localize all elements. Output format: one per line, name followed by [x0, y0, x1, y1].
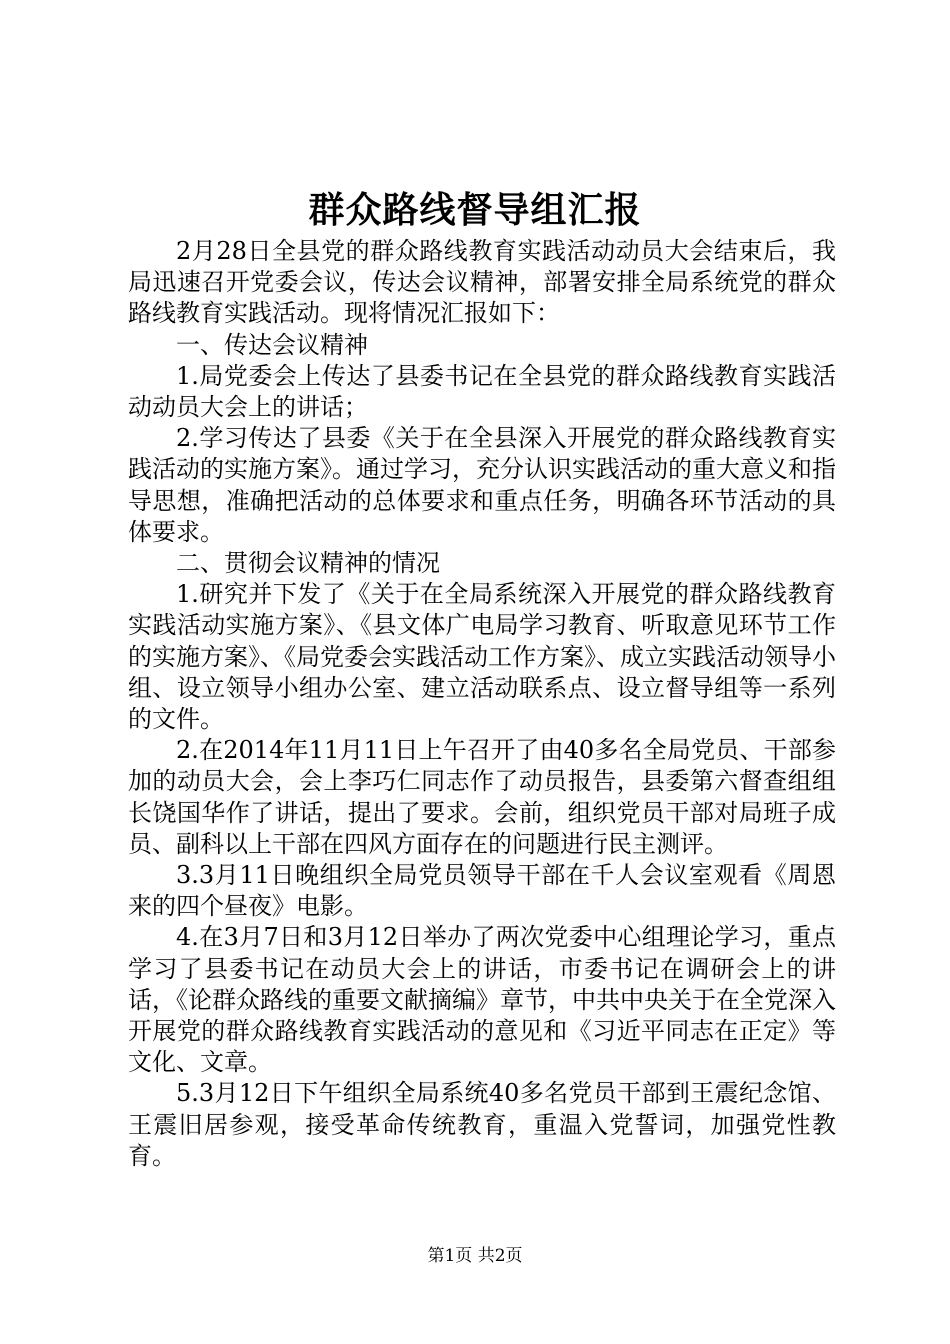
section-2-item-3: 3.3月11日晚组织全局党员领导干部在千人会议室观看《周恩来的四个昼夜》电影。 [128, 861, 836, 921]
section-2-item-2: 2.在2014年11月11日上午召开了由40多名全局党员、干部参加的动员大会，会上李巧仁同志作了动员报告，县委第六督查组组长饶国华作了讲话，提出了要求。会前，组织党员干部对局班子成员、副科以上干部在四风方面存在的问题进行民主测评。 [128, 736, 836, 858]
section-1-item-2: 2.学习传达了县委《关于在全县深入开展党的群众路线教育实践活动的实施方案》。通过学习，充分认识实践活动的重大意义和指导思想，准确把活动的总体要求和重点任务，明确各环节活动的具体要求。 [128, 424, 836, 546]
section-heading-2: 二、贯彻会议精神的情况 [176, 549, 440, 578]
section-2-item-5: 5.3月12日下午组织全局系统40多名党员干部到王震纪念馆、王震旧居参观，接受革命传统教育，重温入党誓词，加强党性教育。 [128, 1079, 836, 1170]
page-footer: 第1页 共2页 [427, 1246, 523, 1266]
intro-paragraph: 2月28日全县党的群众路线教育实践活动动员大会结束后，我局迅速召开党委会议，传达会议精神，部署安排全局系统党的群众路线教育实践活动。现将情况汇报如下： [128, 237, 836, 328]
document-title: 群众路线督导组汇报 [308, 189, 642, 231]
document-body [128, 236, 836, 1172]
section-2-item-4: 4.在3月7日和3月12日举办了两次党委中心组理论学习，重点学习了县委书记在动员大会上的讲话，市委书记在调研会上的讲话，《论群众路线的重要文献摘编》章节，中共中央关于在全党深入开展党的群众路线教育实践活动的意见和《习近平同志在正定》等文化、文章。 [128, 923, 836, 1077]
section-2-item-1: 1.研究并下发了《关于在全局系统深入开展党的群众路线教育实践活动实施方案》、《县文体广电局学习教育、听取意见环节工作的实施方案》、《局党委会实践活动工作方案》、成立实践活动领导小组、设立领导小组办公室、建立活动联系点、设立督导组等一系列的文件。 [128, 580, 836, 734]
section-heading-1: 一、传达会议精神 [176, 330, 368, 359]
section-1-item-1: 1.局党委会上传达了县委书记在全县党的群众路线教育实践活动动员大会上的讲话； [128, 361, 836, 422]
